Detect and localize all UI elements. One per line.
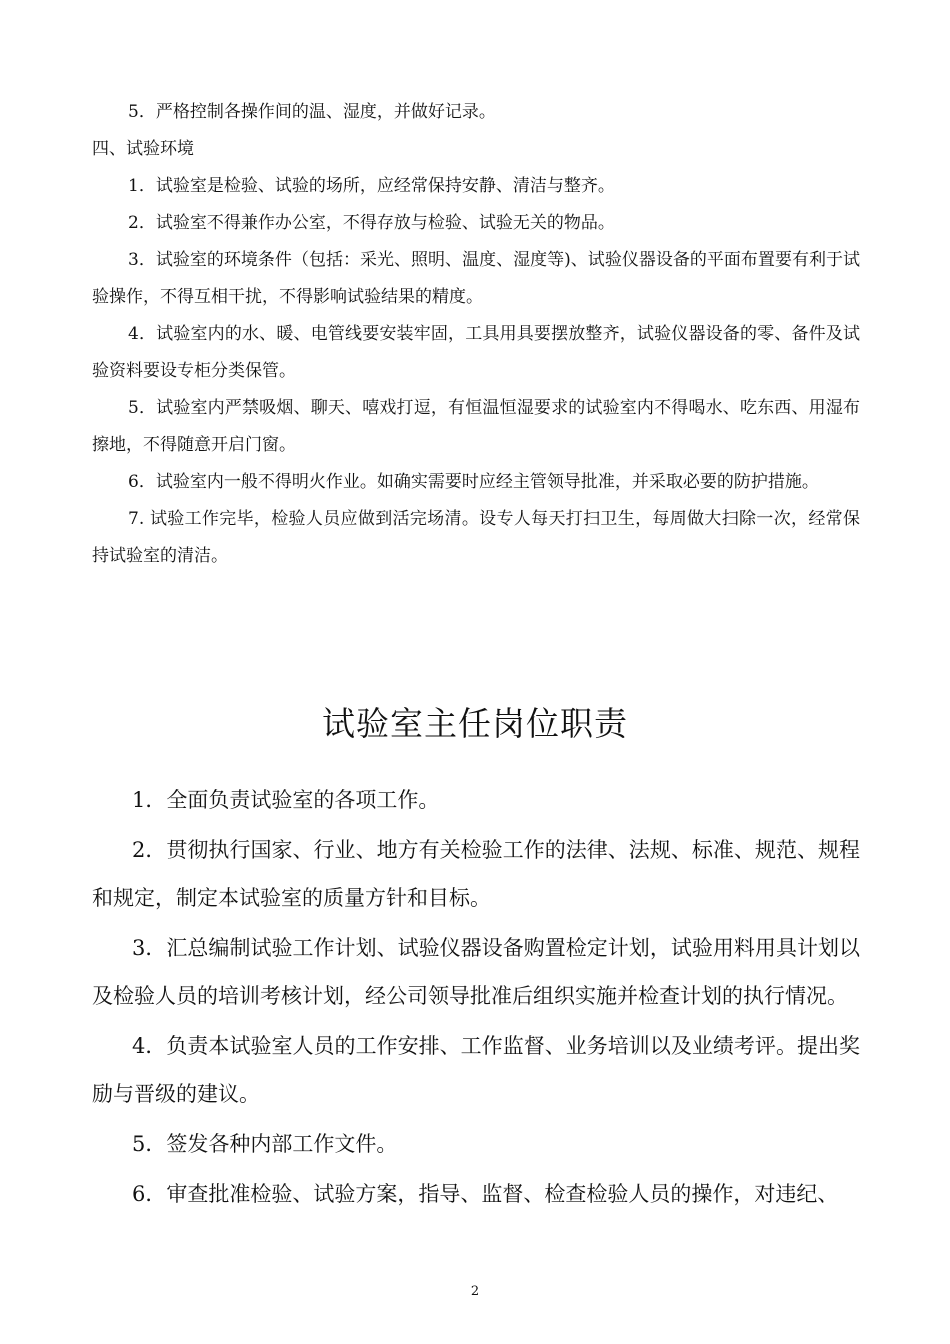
duty-item-3: 3．汇总编制试验工作计划、试验仪器设备购置检定计划，试验用料用具计划以及检验人员的培训考核计划，经公司领导批准后组织实施并检查计划的执行情况。: [92, 936, 860, 1008]
environment-item-7: 7. 试验工作完毕，检验人员应做到活完场清。设专人每天打扫卫生，每周做大扫除一次，经常保持试验室的清洁。: [92, 509, 860, 566]
section-heading: 四、试验环境: [92, 139, 194, 159]
duty-item-6: 6．审查批准检验、试验方案，指导、监督、检查检验人员的操作，对违纪、: [132, 1182, 839, 1206]
environment-section: [92, 94, 860, 575]
duty-item-4: 4．负责本试验室人员的工作安排、工作监督、业务培训以及业绩考评。提出奖励与晋级的建议。: [92, 1034, 860, 1106]
environment-item-2: 2．试验室不得兼作办公室，不得存放与检验、试验无关的物品。: [128, 213, 615, 233]
environment-item-6: 6．试验室内一般不得明火作业。如确实需要时应经主管领导批准，并采取必要的防护措施。: [128, 472, 819, 492]
environment-item-1: 1．试验室是检验、试验的场所，应经常保持安静、清洁与整齐。: [128, 176, 615, 196]
environment-item-5: 5．试验室内严禁吸烟、聊天、嘻戏打逗，有恒温恒湿要求的试验室内不得喝水、吃东西、用湿布擦地，不得随意开启门窗。: [92, 398, 860, 455]
page-title: 试验室主任岗位职责: [322, 704, 628, 743]
temperature-control-item: 5．严格控制各操作间的温、湿度，并做好记录。: [128, 102, 496, 122]
duty-item-1: 1．全面负责试验室的各项工作。: [132, 788, 440, 812]
duty-item-2: 2．贯彻执行国家、行业、地方有关检验工作的法律、法规、标准、规范、规程和规定，制定本试验室的质量方针和目标。: [92, 838, 860, 910]
duty-item-5: 5．签发各种内部工作文件。: [132, 1132, 398, 1156]
environment-item-3: 3．试验室的环境条件（包括：采光、照明、温度、湿度等)、试验仪器设备的平面布置要有利于试验操作，不得互相干扰，不得影响试验结果的精度。: [92, 250, 860, 307]
environment-item-4: 4．试验室内的水、暖、电管线要安装牢固，工具用具要摆放整齐，试验仪器设备的零、备件及试验资料要设专柜分类保管。: [92, 324, 860, 381]
page-number: 2: [470, 1284, 480, 1299]
duties-section: [92, 776, 860, 1220]
